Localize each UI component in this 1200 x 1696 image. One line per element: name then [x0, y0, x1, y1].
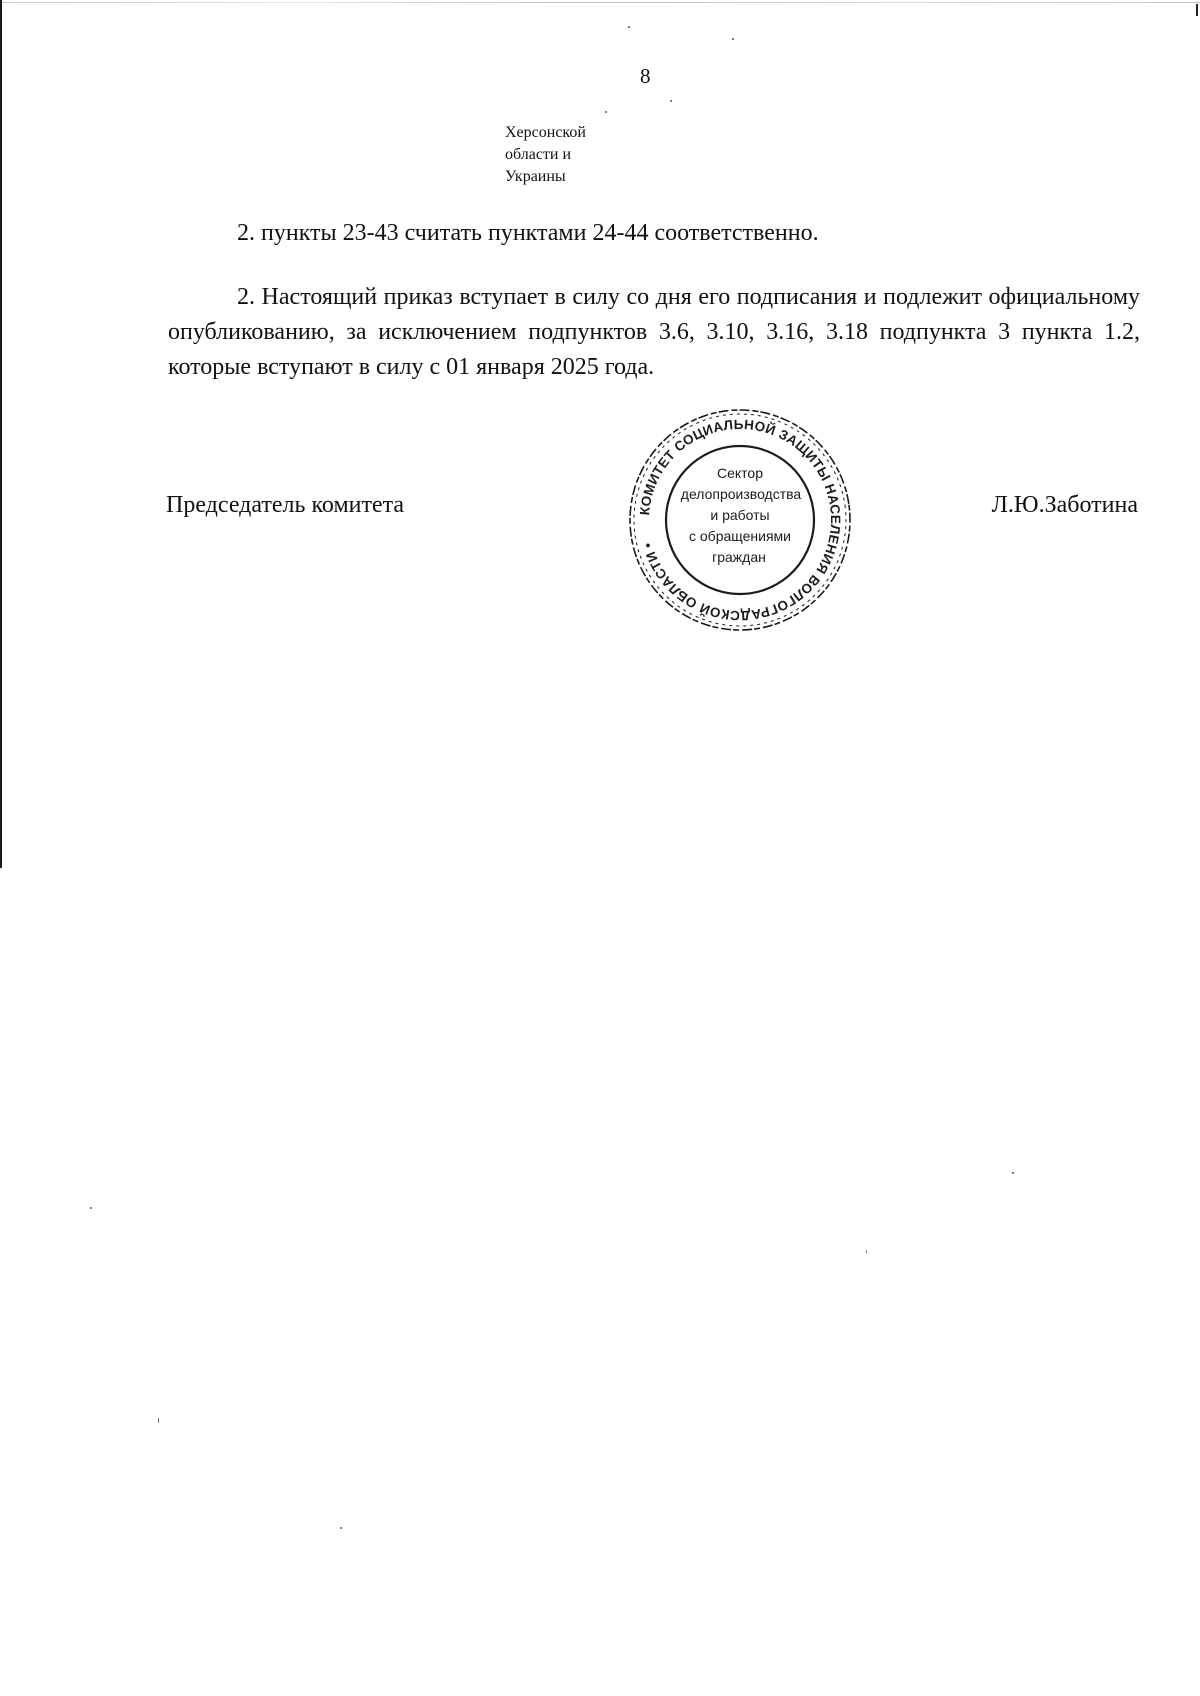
scan-speck	[158, 1418, 159, 1423]
scan-speck	[670, 100, 672, 102]
stamp-graphic	[620, 400, 860, 640]
signer-title: Председатель комитета	[166, 492, 405, 518]
stamp-center	[681, 465, 802, 565]
stamp-center-line-2: делопроизводства	[680, 486, 802, 502]
page-number: 8	[640, 64, 651, 88]
scan-speck	[1012, 1172, 1014, 1174]
stamp-center-line-4: с обращениями	[689, 528, 791, 544]
paragraph-effective-date: 2. Настоящий приказ вступает в силу со дня его подписания и подлежит официальному опубликованию, за исключением подпунктов 3.6, 3.10, 3.16, 3.18 подпункта 3 пункта 1.2, которые вступают в силу с 01 января 2025 года.	[168, 284, 1140, 380]
stamp-center-line-5: граждан	[712, 549, 766, 565]
scan-speck	[628, 26, 630, 28]
signer-name: Л.Ю.Заботина	[991, 492, 1138, 518]
scan-speck	[90, 1207, 92, 1209]
scan-speck	[866, 1250, 867, 1253]
stamp-ring-text: КОМИТЕТ СОЦИАЛЬНОЙ ЗАЩИТЫ НАСЕЛЕНИЯ ВОЛГОГРАДСКОЙ ОБЛАСТИ •	[637, 416, 844, 624]
scan-edge-left	[0, 0, 2, 868]
scan-speck	[340, 1527, 342, 1529]
scan-speck	[605, 111, 607, 113]
stamp-center-line-1: Сектор	[716, 465, 764, 481]
scan-mark-right	[1196, 4, 1198, 16]
stamp-center-line-3: и работы	[710, 507, 770, 523]
region-line-2: области и	[505, 146, 572, 163]
region-table-fragment	[505, 122, 586, 188]
region-line-3: Украины	[505, 168, 566, 185]
official-stamp	[620, 400, 860, 640]
scan-edge-top	[0, 2, 1200, 3]
region-line-1: Херсонской	[505, 124, 586, 141]
paragraph-renumbering: 2. пункты 23-43 считать пунктами 24-44 соответственно.	[237, 220, 819, 246]
scan-speck	[732, 38, 734, 40]
